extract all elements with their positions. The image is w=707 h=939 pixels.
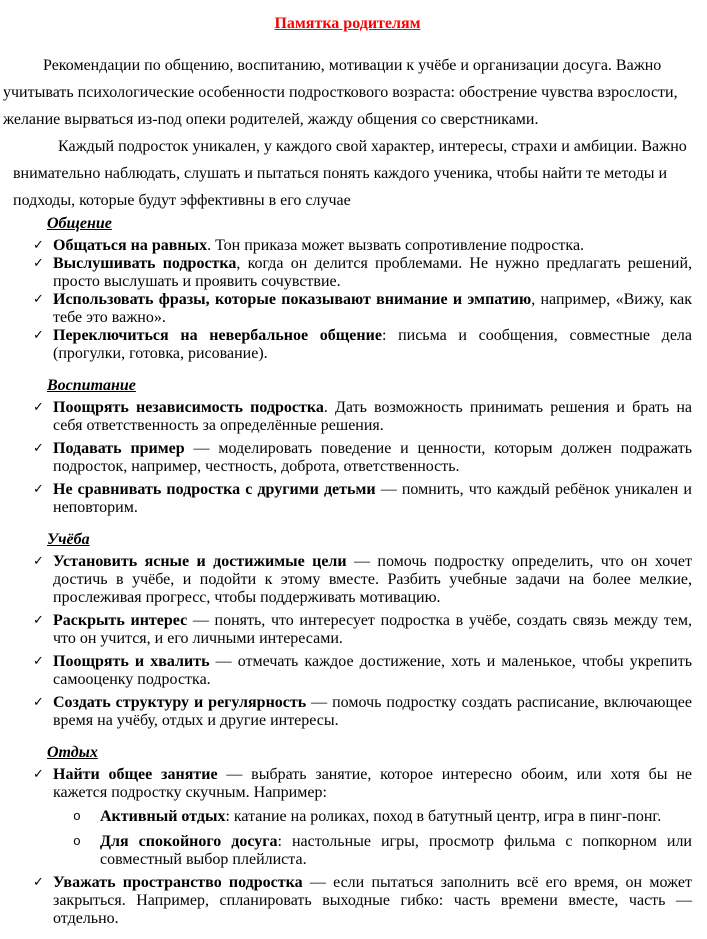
list-item: [3, 766, 692, 869]
list-item: [3, 327, 692, 363]
item-body-text: — помочь подростку создать расписание, включающее время на учёбу, отдых и другие интересы.: [53, 694, 693, 729]
section-list: [3, 553, 692, 730]
item-body-text: — помочь подростку определить, что он хочет достичь в учёбе, и подойти к этому вместе. Разбить учебные задачи на более мелкие, прослеживая прогресс, чтобы поддерживать мотивацию.: [53, 553, 692, 606]
item-body-text: , когда он делится проблемами. Не нужно предлагать решений, просто выслушать и проявить сочувствие.: [53, 255, 693, 290]
checkmark-icon: ✓: [33, 328, 44, 343]
item-lead-text: Установить ясные и достижимые цели: [53, 553, 347, 570]
item-body-text: — помнить, что каждый ребёнок уникален и неповторим.: [53, 481, 692, 516]
item-body-text: — если пытаться заполнить всё его время, он может закрыться. Например, спланировать выходные гибко: часть времени вместе, часть — отдельно.: [53, 874, 692, 927]
section-list: [3, 399, 692, 517]
list-item: [3, 612, 692, 648]
intro-paragraph-1: Рекомендации по общению, воспитанию, мотивации к учёбе и организации досуга. Важно учитывать психологические особенности подросткового возраста: обострение чувства взрослости, желание вырваться из-под опеки родителей, жажду общения со сверстниками.: [3, 57, 678, 128]
item-body-text: — выбрать занятие, которое интересно обоим, или хотя бы не кажется подростку скучным. Например:: [53, 766, 692, 801]
checkmark-icon: ✓: [33, 554, 44, 569]
sub-list: [53, 808, 692, 869]
list-item: [3, 237, 692, 255]
section-1: [3, 214, 692, 363]
checkmark-icon: ✓: [33, 292, 44, 307]
item-body-text: — моделировать поведение и ценности, которым должен подражать подросток, например, честность, доброта, ответственность.: [53, 440, 693, 475]
item-lead-text: Поощрять независимость подростка: [53, 399, 324, 416]
item-lead-text: Выслушивать подростка: [53, 255, 237, 272]
section-heading: Учёба: [47, 531, 90, 548]
page-title: Памятка родителям: [274, 15, 421, 32]
checkmark-icon: ✓: [33, 875, 44, 890]
intro-paragraph-2: Каждый подросток уникален, у каждого свой характер, интересы, страхи и амбиции. Важно внимательно наблюдать, слушать и пытаться понять каждого ученика, чтобы найти те методы и подходы, которые будут эффективны в его случае: [13, 138, 687, 209]
checkmark-icon: ✓: [33, 654, 44, 669]
sections-container: [3, 214, 692, 928]
list-item: [3, 694, 692, 730]
item-body-text: — отмечать каждое достижение, хоть и маленькое, чтобы укрепить самооценку подростка.: [53, 653, 692, 688]
item-lead-text: Раскрыть интерес: [53, 612, 188, 629]
subitem-body-text: : настольные игры, просмотр фильма с попкорном или совместный выбор плейлиста.: [100, 833, 692, 868]
item-lead-text: Общаться на равных: [53, 237, 208, 254]
list-item: [3, 481, 692, 517]
circle-bullet-icon: o: [73, 834, 81, 849]
item-body-text: — понять, что интересует подростка в учёбе, создать связь между тем, что он учится, и его личными интересами.: [53, 612, 692, 647]
item-lead-text: Переключиться на невербальное общение: [53, 327, 382, 344]
section-heading: Общение: [47, 215, 112, 232]
checkmark-icon: ✓: [33, 238, 44, 253]
section-heading: Отдых: [47, 744, 98, 761]
section-list: [3, 766, 692, 928]
list-item: [3, 553, 692, 607]
item-lead-text: Уважать пространство подростка: [53, 874, 303, 891]
section-2: [3, 376, 692, 517]
subitem-lead-text: Для спокойного досуга: [100, 833, 278, 850]
item-body-text: . Тон приказа может вызвать сопротивление подростка.: [207, 237, 585, 254]
section-heading: Воспитание: [47, 377, 136, 394]
item-lead-text: Найти общее занятие: [53, 766, 218, 783]
item-body-text: . Дать возможность принимать решения и брать на себя ответственность за определённые решения.: [53, 399, 692, 434]
list-item: [3, 653, 692, 689]
list-item: [3, 440, 692, 476]
list-item: [3, 291, 692, 327]
subitem-lead-text: Активный отдых: [100, 808, 226, 825]
item-lead-text: Не сравнивать подростка с другими детьми: [53, 481, 376, 498]
item-lead-text: Создать структуру и регулярность: [53, 694, 307, 711]
sub-list-item: [53, 833, 692, 869]
item-body-text: , например, «Вижу, как тебе это важно».: [53, 291, 693, 326]
item-lead-text: Использовать фразы, которые показывают внимание и эмпатию: [53, 291, 532, 308]
checkmark-icon: ✓: [33, 767, 44, 782]
checkmark-icon: ✓: [33, 613, 44, 628]
sub-list-item: [53, 808, 692, 826]
checkmark-icon: ✓: [33, 695, 44, 710]
list-item: [3, 255, 692, 291]
subitem-body-text: : катание на роликах, поход в батутный центр, игра в пинг-понг.: [225, 808, 662, 825]
section-4: [3, 743, 692, 928]
circle-bullet-icon: o: [73, 809, 81, 824]
checkmark-icon: ✓: [33, 400, 44, 415]
checkmark-icon: ✓: [33, 256, 44, 271]
item-lead-text: Подавать пример: [53, 440, 185, 457]
section-list: [3, 237, 692, 363]
section-3: [3, 530, 692, 730]
item-body-text: : письма и сообщения, совместные дела (прогулки, готовка, рисование).: [53, 327, 693, 362]
list-item: [3, 399, 692, 435]
checkmark-icon: ✓: [33, 441, 44, 456]
list-item: [3, 874, 692, 928]
checkmark-icon: ✓: [33, 482, 44, 497]
item-lead-text: Поощрять и хвалить: [53, 653, 210, 670]
